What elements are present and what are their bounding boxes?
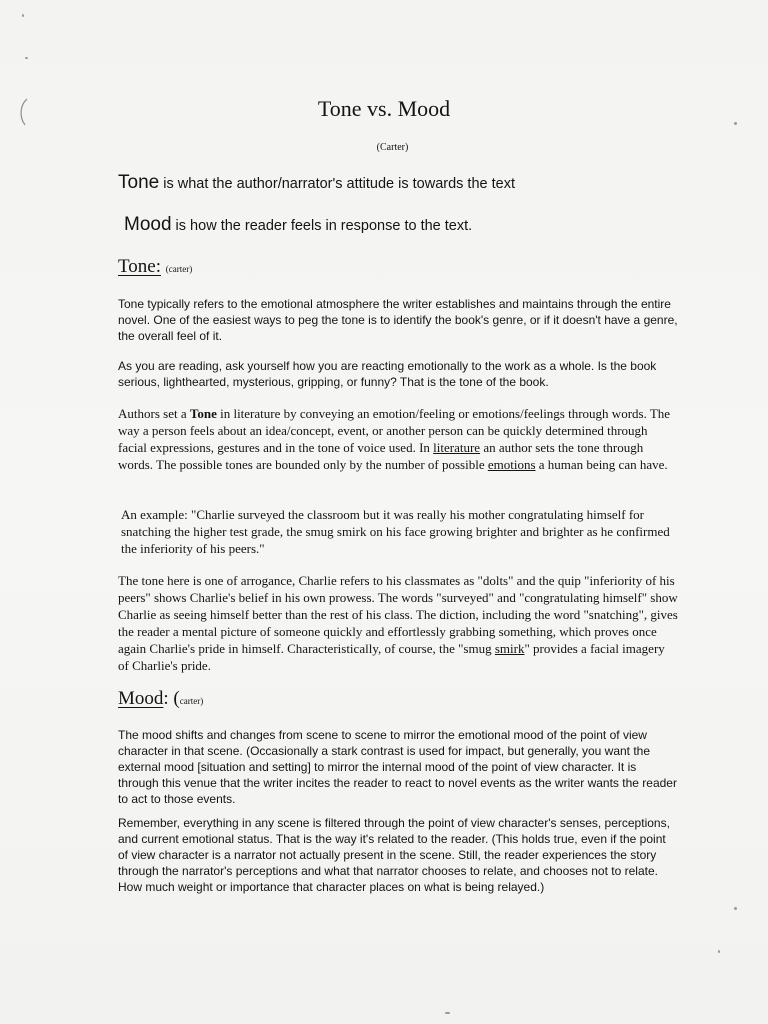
tone-p3-text: a human being can have. — [535, 457, 668, 472]
tone-p5-text: " provides a facial imagery of Charlie's pride. — [118, 641, 665, 673]
author-note: (Carter) — [376, 142, 409, 153]
mood-definition-text: is how the reader feels in response to the text. — [171, 218, 473, 234]
literature-link[interactable]: literature — [433, 440, 481, 455]
mood-heading-note: carter) — [179, 696, 204, 706]
scan-speck — [25, 57, 28, 59]
mood-term: Mood — [124, 214, 172, 235]
tone-heading-label: Tone: — [118, 256, 161, 277]
scan-speck — [22, 14, 24, 17]
tone-paragraph-3 — [118, 405, 678, 473]
page-title: Tone vs. Mood — [317, 96, 451, 121]
tone-p3-text: an author sets the tone through words. The possible tones are bounded only by the number of possible — [118, 440, 644, 472]
mood-paragraph-1: The mood shifts and changes from scene to scene to mirror the emotional mood of the point of view character in that scene. (Occasionally a stark contrast is used for impact, but generally, you want the external mood [situation and setting] to mirror the internal mood of the point of view character. It is through this venue that the writer incites the reader to react to novel events as the writer wants the reader to act to those events. — [118, 728, 677, 806]
tone-p3-text: Authors set a — [118, 406, 190, 421]
emotions-link[interactable]: emotions — [487, 457, 536, 472]
scan-speck — [445, 1012, 450, 1014]
scan-speck — [734, 907, 737, 910]
scan-speck — [734, 122, 737, 125]
tone-definition-text: is what the author/narrator's attitude is towards the text — [159, 176, 515, 192]
tone-p5-text: The tone here is one of arrogance, Charlie refers to his classmates as "dolts" and the quip "inferiority of his peers" shows Charlie's belief in his own prowess. The words "surveyed" and "congratulating himself" show Charlie as seeing himself better than the rest of his class. The diction, including the word "snatching", gives the reader a mental picture of someone quickly and effortlessly grabbing something, which proves once again Charlie's pride in himself. Characteristically, of course, the "smug — [118, 573, 678, 656]
smirk-link[interactable]: smirk — [494, 641, 525, 656]
tone-paragraph-1: Tone typically refers to the emotional atmosphere the writer establishes and maintains through the entire novel. One of the easiest ways to peg the tone is to identify the book's genre, or if it doesn't have a genre, the overall feel of it. — [118, 297, 678, 343]
tone-paragraph-2: As you are reading, ask yourself how you are reacting emotionally to the work as a whole. Is the book serious, lighthearted, mysterious, gripping, or funny? That is the tone of the book. — [118, 359, 657, 389]
mood-heading-colon: : ( — [163, 688, 180, 709]
scan-speck — [718, 950, 720, 953]
tone-heading-note: (carter) — [165, 264, 193, 274]
mood-heading — [118, 688, 203, 710]
tone-definition — [118, 172, 515, 194]
tone-p3-bold: Tone — [189, 406, 217, 421]
mood-paragraph-2: Remember, everything in any scene is filtered through the point of view character's senses, perceptions, and current emotional status. That is the way it's related to the reader. (This holds true, even if the point of view character is a narrator not actually present in the scene. Still, the reader experiences the story through the narrator's perceptions and what that narrator chooses to relate, and chooses not to relate. How much weight or importance that character places on what is being relayed.) — [118, 816, 670, 894]
tone-p3-text: in literature by conveying an emotion/feeling or emotions/feelings through words. The way a person feels about an idea/concept, event, or another person can be quickly determined through facial expressions, gestures and in the tone of voice used. In — [118, 406, 671, 455]
tone-example-paragraph: An example: "Charlie surveyed the classroom but it was really his mother congratulating himself for snatching the higher test grade, the smug smirk on his face growing brighter and brighter as he confirmed the inferiority of his peers." — [121, 507, 670, 556]
tone-analysis-paragraph — [118, 572, 678, 674]
mood-heading-label: Mood — [118, 688, 164, 709]
tone-heading — [118, 256, 192, 278]
mood-definition — [124, 214, 472, 236]
tone-term: Tone — [118, 172, 160, 193]
